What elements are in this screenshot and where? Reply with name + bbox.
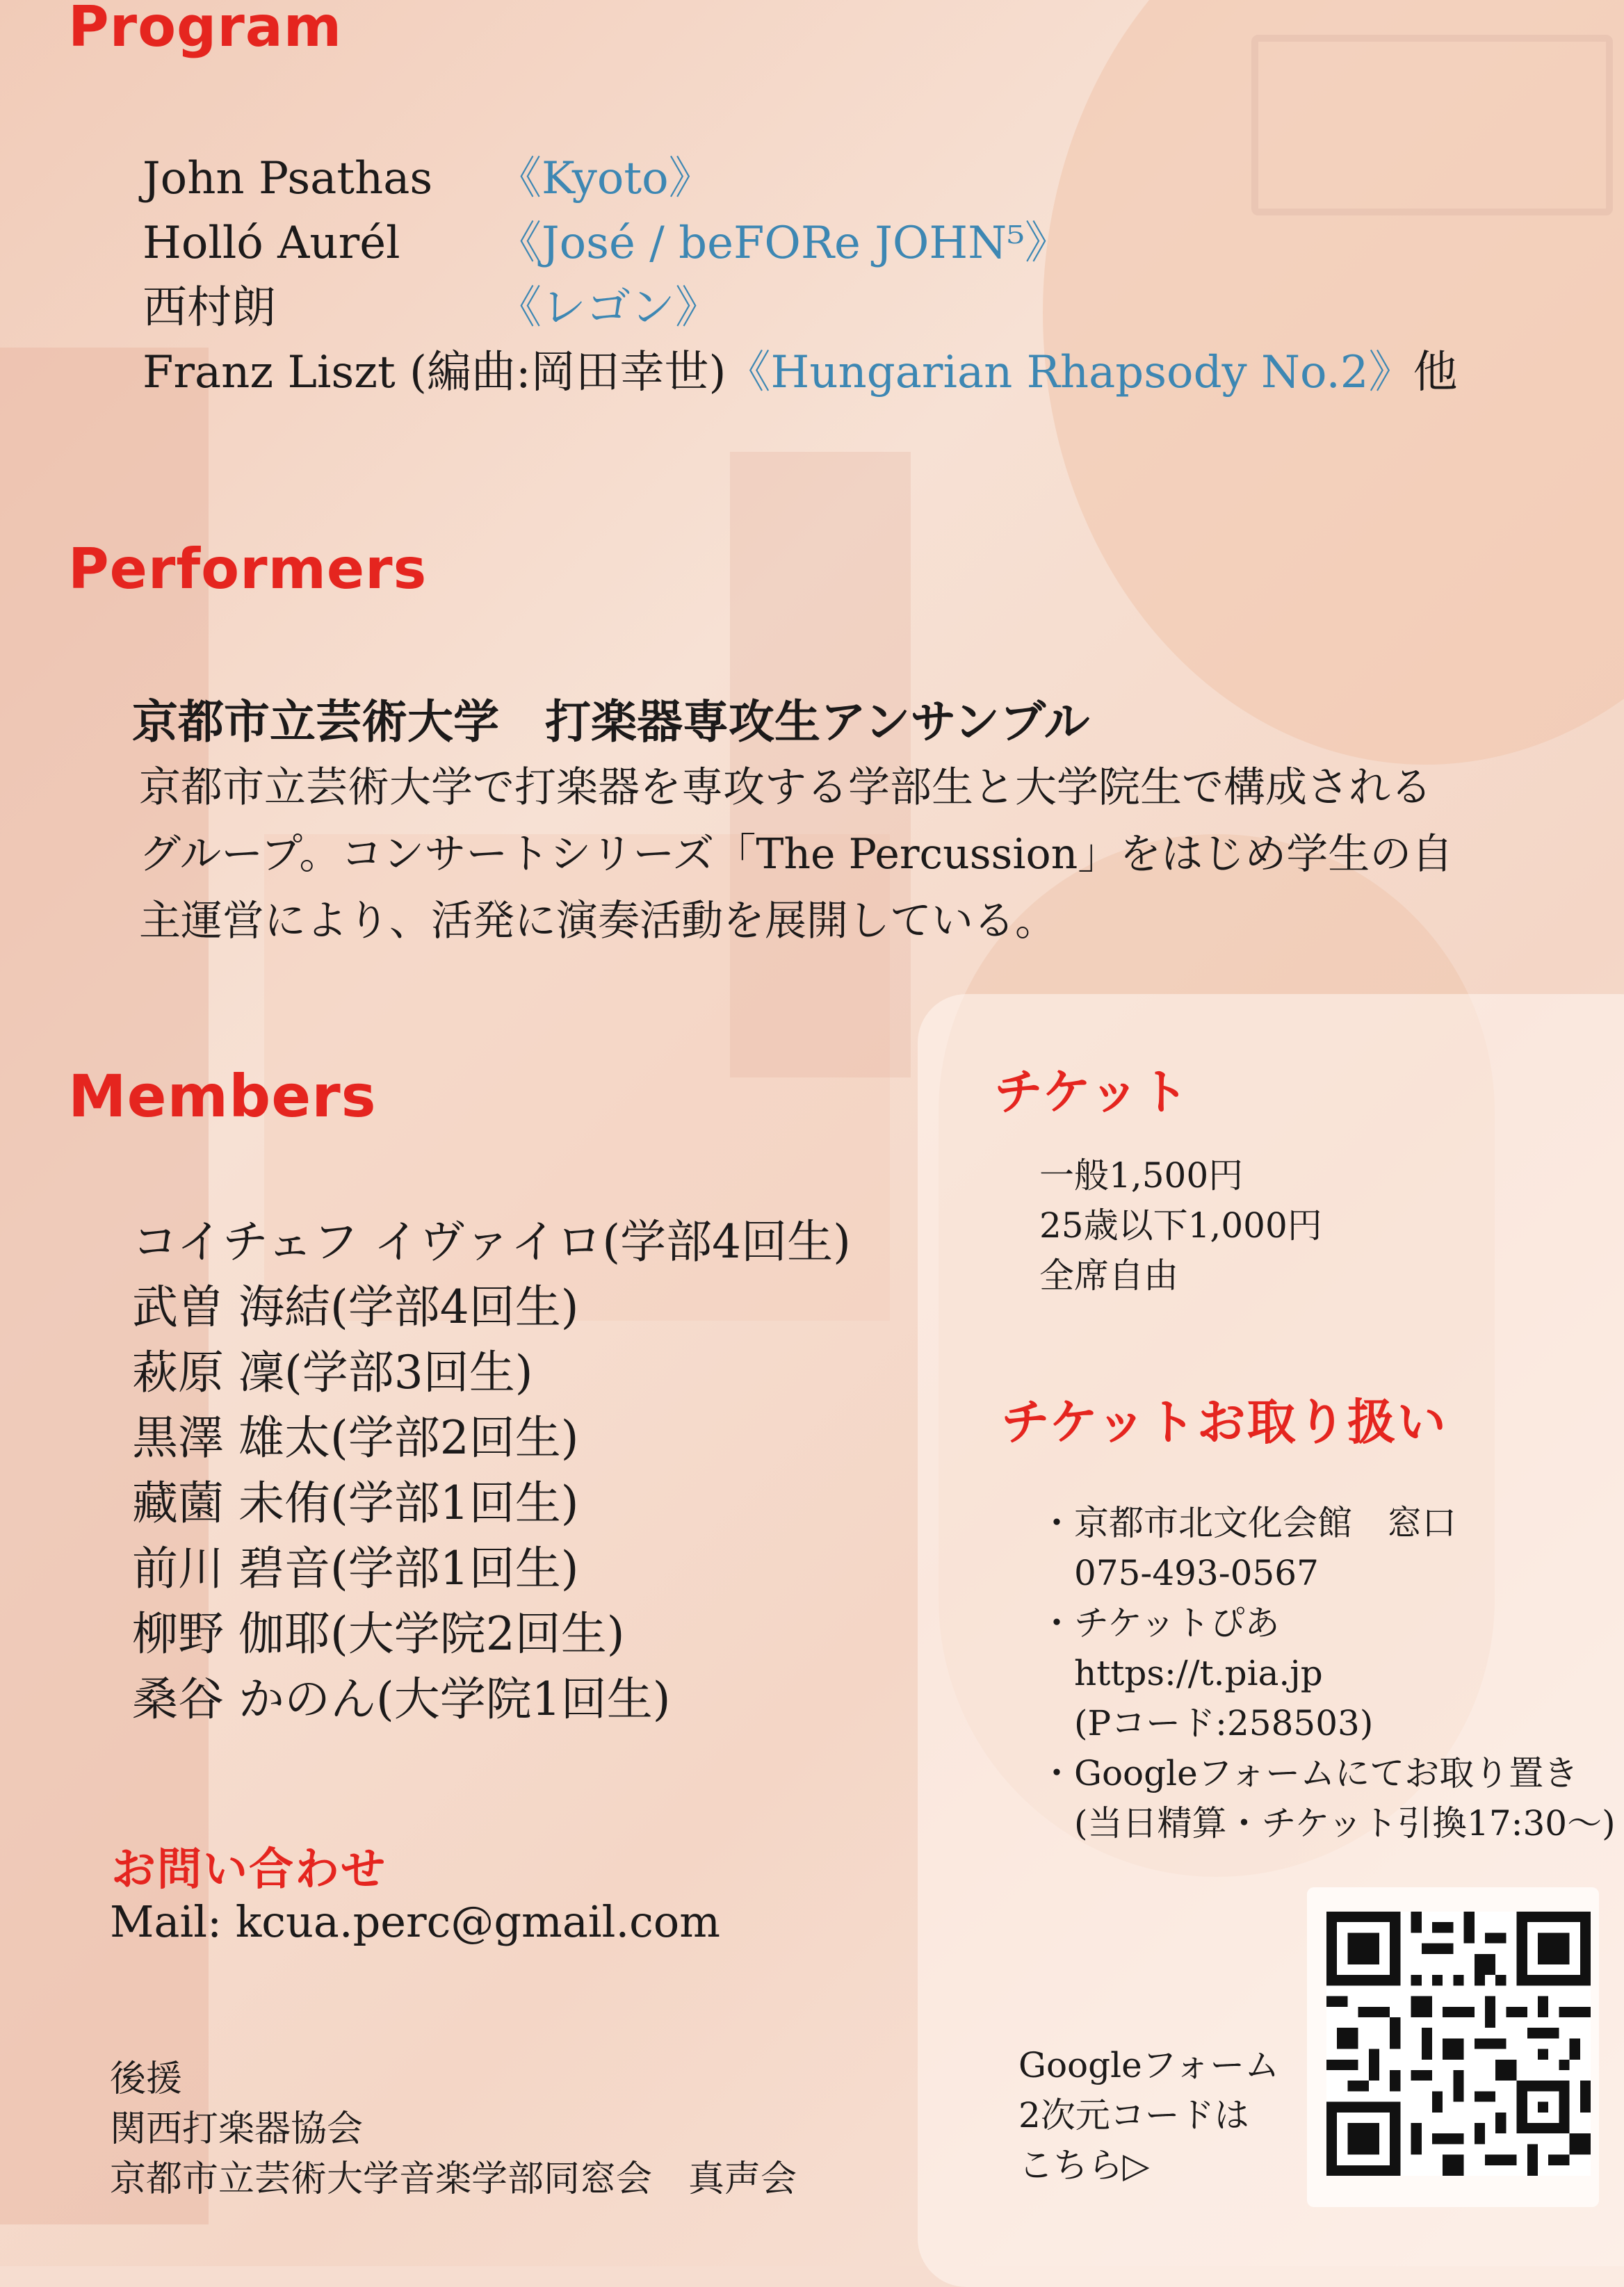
member-item: コイチェフ イヴァイロ(学部4回生) bbox=[132, 1215, 851, 1269]
handling-line: ・チケットぴあ bbox=[1039, 1603, 1280, 1643]
qr-caption-line: Googleフォーム bbox=[1018, 2045, 1280, 2085]
handling-line: (Pコード:258503) bbox=[1039, 1703, 1374, 1743]
performers-description-line: 主運営により、活発に演奏活動を展開している。 bbox=[139, 897, 1057, 945]
member-item: 藏薗 未侑(学部1回生) bbox=[132, 1476, 579, 1530]
contact-heading: お問い合わせ bbox=[111, 1844, 387, 1896]
member-item: 前川 碧音(学部1回生) bbox=[132, 1542, 579, 1595]
handling-line: (当日精算・チケット引換17:30〜) bbox=[1039, 1803, 1616, 1844]
handling-line[interactable]: https://t.pia.jp bbox=[1039, 1653, 1323, 1693]
member-item: 萩原 凜(学部3回生) bbox=[132, 1346, 533, 1399]
handling-list bbox=[1039, 1498, 1616, 1848]
performers-heading: Performers bbox=[68, 537, 428, 601]
support-line: 関西打楽器協会 bbox=[110, 2108, 364, 2150]
ticket-price-item: 一般1,500円 bbox=[1039, 1155, 1244, 1196]
member-item: 黒澤 雄太(学部2回生) bbox=[132, 1411, 579, 1465]
support-line: 京都市立芸術大学音楽学部同窓会 真声会 bbox=[110, 2158, 797, 2200]
ticket-prices bbox=[1039, 1150, 1322, 1301]
qr-caption-line: 2次元コードは bbox=[1018, 2095, 1249, 2135]
ticket-price-item: 全席自由 bbox=[1039, 1255, 1178, 1296]
program-work: 《レゴン》 bbox=[497, 282, 720, 334]
program-composer: Franz Liszt (編曲:岡田幸世) bbox=[143, 347, 726, 398]
program-composer: Holló Aurél bbox=[143, 218, 400, 269]
member-item: 武曽 海結(学部4回生) bbox=[132, 1280, 579, 1334]
performers-description bbox=[139, 754, 1620, 954]
member-item: 柳野 伽耶(大学院2回生) bbox=[132, 1607, 625, 1661]
qr-code-icon[interactable] bbox=[1326, 1912, 1591, 2176]
program-work: 《José / beFORe JOHN⁵》 bbox=[497, 218, 1069, 269]
qr-caption-line: こちら▷ bbox=[1018, 2145, 1150, 2186]
member-item: 桑谷 かのん(大学院1回生) bbox=[132, 1672, 671, 1726]
handling-line: 075-493-0567 bbox=[1039, 1553, 1319, 1593]
program-heading: Program bbox=[68, 0, 343, 59]
performers-title: 京都市立芸術大学 打楽器専攻生アンサンブル bbox=[132, 694, 1090, 749]
program-item bbox=[143, 272, 720, 336]
program-composer: 西村朗 bbox=[143, 282, 276, 334]
qr-caption bbox=[1018, 2040, 1279, 2190]
handling-line: ・Googleフォームにてお取り置き bbox=[1039, 1753, 1579, 1793]
ticket-heading: チケット bbox=[994, 1063, 1190, 1121]
support-line: 後援 bbox=[110, 2058, 183, 2100]
program-work: 《Hungarian Rhapsody No.2》 bbox=[726, 347, 1413, 398]
program-item bbox=[143, 143, 713, 206]
ticket-price-item: 25歳以下1,000円 bbox=[1039, 1205, 1322, 1246]
program-suffix: 他 bbox=[1413, 347, 1458, 398]
program-composer: John Psathas bbox=[143, 153, 433, 204]
performers-description-line: グループ。コンサートシリーズ「The Percussion」をはじめ学生の自 bbox=[139, 830, 1454, 879]
program-work: 《Kyoto》 bbox=[497, 153, 713, 204]
handling-heading: チケットお取り扱い bbox=[1001, 1393, 1447, 1451]
program-item bbox=[143, 207, 1069, 271]
members-heading: Members bbox=[68, 1062, 377, 1130]
support-block bbox=[110, 2054, 797, 2204]
handling-line: ・京都市北文化会館 窓口 bbox=[1039, 1503, 1456, 1543]
program-item bbox=[143, 336, 1458, 400]
members-list bbox=[132, 1210, 851, 1732]
contact-email[interactable]: Mail: kcua.perc@gmail.com bbox=[110, 1896, 720, 1947]
performers-description-line: 京都市立芸術大学で打楽器を専攻する学部生と大学院生で構成される bbox=[139, 763, 1432, 812]
